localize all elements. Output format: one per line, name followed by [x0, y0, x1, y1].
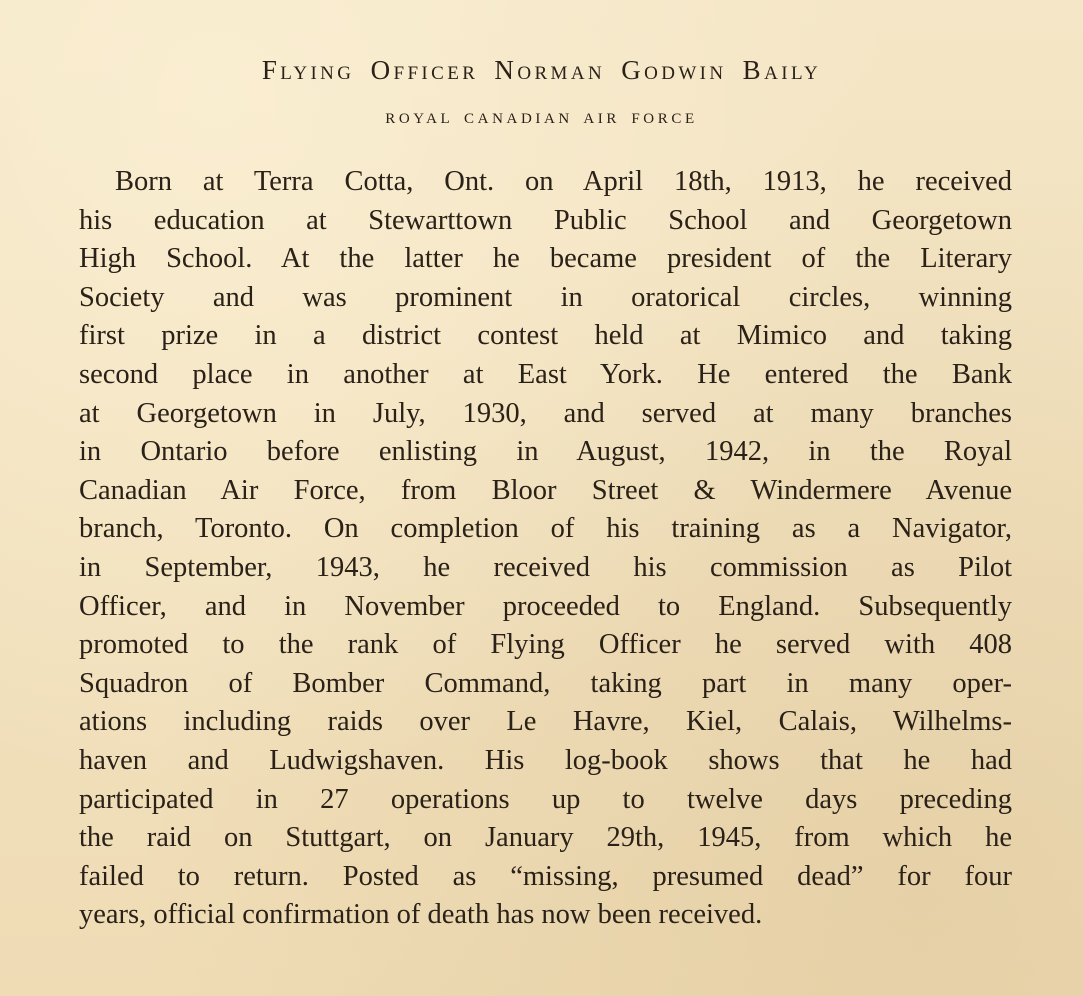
text-line: first prize in a district contest held at Mimico and taking	[79, 320, 1012, 352]
text-line: Squadron of Bomber Command, taking part in many oper-	[79, 667, 1012, 699]
text-line: ations including raids over Le Havre, Kiel, Calais, Wilhelms-	[79, 706, 1012, 738]
text-line: failed to return. Posted as “missing, presumed dead” for four	[79, 860, 1012, 892]
text-line: second place in another at East York. He entered the Bank	[79, 358, 1012, 390]
text-line: Canadian Air Force, from Bloor Street & Windermere Avenue	[79, 474, 1012, 506]
page-subtitle: ROYAL CANADIAN AIR FORCE	[385, 111, 698, 127]
text-line: in Ontario before enlisting in August, 1942, in the Royal	[79, 436, 1012, 468]
text-line: participated in 27 operations up to twelve days preceding	[79, 783, 1012, 815]
text-line: branch, Toronto. On completion of his training as a Navigator,	[79, 513, 1012, 545]
text-line: Society and was prominent in oratorical circles, winning	[79, 281, 1012, 313]
text-line: the raid on Stuttgart, on January 29th, 1945, from which he	[79, 822, 1012, 854]
text-line: Officer, and in November proceeded to England. Subsequently	[79, 590, 1012, 622]
page-title: Flying Officer Norman Godwin Baily	[261, 55, 822, 85]
text-line: his education at Stewarttown Public School and Georgetown	[79, 204, 1012, 236]
text-line: High School. At the latter he became president of the Literary	[79, 243, 1012, 275]
text-line: haven and Ludwigshaven. His log-book shows that he had	[79, 744, 1012, 776]
biography-paragraph	[79, 163, 1012, 935]
text-line: promoted to the rank of Flying Officer he served with 408	[79, 629, 1012, 661]
text-line: Born at Terra Cotta, Ont. on April 18th, 1913, he received	[115, 166, 1012, 197]
text-line: at Georgetown in July, 1930, and served at many branches	[79, 397, 1012, 429]
text-line: years, official confirmation of death has now been received.	[79, 899, 763, 931]
text-line: in September, 1943, he received his commission as Pilot	[79, 551, 1012, 583]
